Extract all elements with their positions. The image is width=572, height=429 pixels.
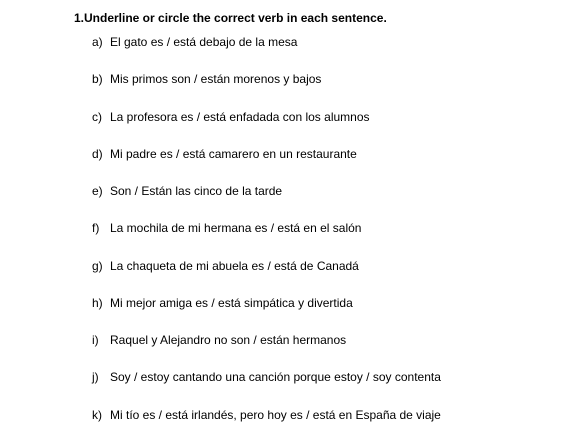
item-marker: h) xyxy=(92,296,103,310)
item-sentence: La profesora es / está enfadada con los alumnos xyxy=(110,110,370,124)
item-marker: b) xyxy=(92,72,103,86)
exercise-instruction: 1.Underline or circle the correct verb in each sentence. xyxy=(74,11,387,25)
item-marker: c) xyxy=(92,110,102,124)
list-item xyxy=(92,332,346,348)
item-sentence: Mi tío es / está irlandés, pero hoy es / está en España de viaje xyxy=(110,408,441,422)
item-sentence: La chaqueta de mi abuela es / está de Canadá xyxy=(110,259,359,273)
item-sentence: Raquel y Alejandro no son / están hermanos xyxy=(110,333,347,347)
list-item xyxy=(92,258,359,274)
list-item xyxy=(92,146,357,162)
item-sentence: Son / Están las cinco de la tarde xyxy=(110,184,283,198)
item-marker: e) xyxy=(92,184,103,198)
item-sentence: Mi mejor amiga es / está simpática y divertida xyxy=(110,296,353,310)
list-item xyxy=(92,407,441,423)
item-sentence: Soy / estoy cantando una canción porque estoy / soy contenta xyxy=(110,370,441,384)
item-marker: j) xyxy=(92,370,99,384)
list-item xyxy=(92,220,361,236)
item-sentence: Mis primos son / están morenos y bajos xyxy=(110,72,322,86)
item-marker: k) xyxy=(92,408,102,422)
item-marker: i) xyxy=(92,333,99,347)
list-item xyxy=(92,369,441,385)
item-marker: f) xyxy=(92,221,100,235)
list-item xyxy=(92,295,353,311)
list-item xyxy=(92,34,297,50)
item-marker: d) xyxy=(92,147,103,161)
item-sentence: La mochila de mi hermana es / está en el salón xyxy=(110,221,362,235)
list-item xyxy=(92,109,370,125)
item-marker: a) xyxy=(92,35,103,49)
list-item xyxy=(92,71,321,87)
item-marker: g) xyxy=(92,259,103,273)
item-sentence: Mi padre es / está camarero en un restaurante xyxy=(110,147,357,161)
list-item xyxy=(92,183,282,199)
item-sentence: El gato es / está debajo de la mesa xyxy=(110,35,298,49)
